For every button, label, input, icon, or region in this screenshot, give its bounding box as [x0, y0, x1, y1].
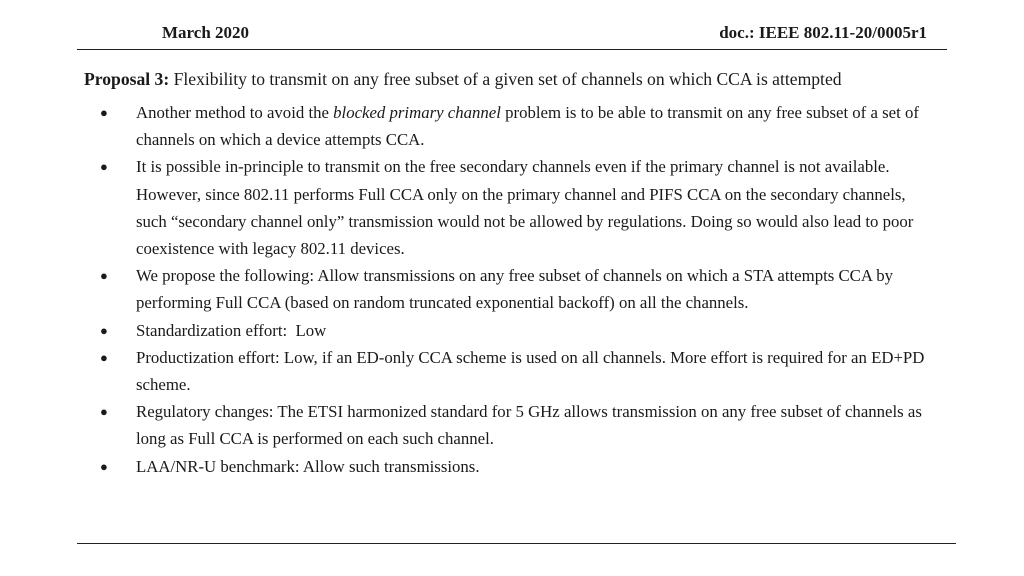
- bullet-text: We propose the following: Allow transmissions on any free subset of channels on which a STA attempts CCA by performing Full CCA (based on random truncated exponential backoff) on all the channels.: [136, 266, 894, 313]
- bullet-item: [84, 262, 934, 316]
- bullet-icon: ●: [100, 268, 108, 284]
- bullet-item: [84, 344, 934, 398]
- slide-body: [84, 66, 934, 480]
- bullet-item: [84, 398, 934, 452]
- document-id: doc.: IEEE 802.11-20/0005r1: [719, 23, 927, 42]
- bullet-text: Standardization effort: Low: [136, 320, 327, 340]
- bullet-item: [84, 317, 934, 344]
- header-date: March 2020: [162, 23, 250, 42]
- footer-divider: [77, 543, 956, 544]
- proposal-heading: [84, 66, 934, 93]
- bullet-list: [84, 99, 934, 480]
- bullet-text: LAA/NR-U benchmark: Allow such transmissions.: [136, 456, 480, 476]
- header-divider: [77, 49, 947, 50]
- bullet-item: [84, 99, 934, 153]
- proposal-text: Flexibility to transmit on any free subset of a given set of channels on which CCA is attempted: [169, 69, 842, 89]
- bullet-text: problem is to be able to transmit on any free subset of a set of channels on which a device attempts CCA.: [136, 103, 919, 150]
- bullet-icon: ●: [100, 159, 108, 175]
- bullet-icon: ●: [100, 349, 108, 365]
- bullet-emphasis: blocked primary channel: [333, 103, 501, 122]
- bullet-icon: ●: [100, 404, 108, 420]
- bullet-icon: ●: [100, 458, 108, 474]
- bullet-text: Regulatory changes: The ETSI harmonized standard for 5 GHz allows transmission on any free subset of channels as long as Full CCA is performed on each such channel.: [136, 402, 922, 449]
- bullet-text: Another method to avoid the: [136, 103, 334, 122]
- bullet-icon: ●: [100, 322, 108, 338]
- bullet-icon: ●: [100, 105, 108, 120]
- proposal-label: Proposal 3:: [84, 69, 170, 89]
- bullet-text: Productization effort: Low, if an ED-only CCA scheme is used on all channels. More effort is required for an ED+PD scheme.: [136, 347, 925, 395]
- bullet-item: [84, 453, 934, 480]
- bullet-item: [84, 153, 934, 262]
- bullet-text: It is possible in-principle to transmit on the free secondary channels even if the primary channel is not available. However, since 802.11 performs Full CCA only on the primary channel and PIFS CCA on the secondary channels, such “secondary channel only” transmission would not be allowed by regulations. Doing so would also lead to poor coexistence with legacy 802.11 devices.: [136, 157, 914, 259]
